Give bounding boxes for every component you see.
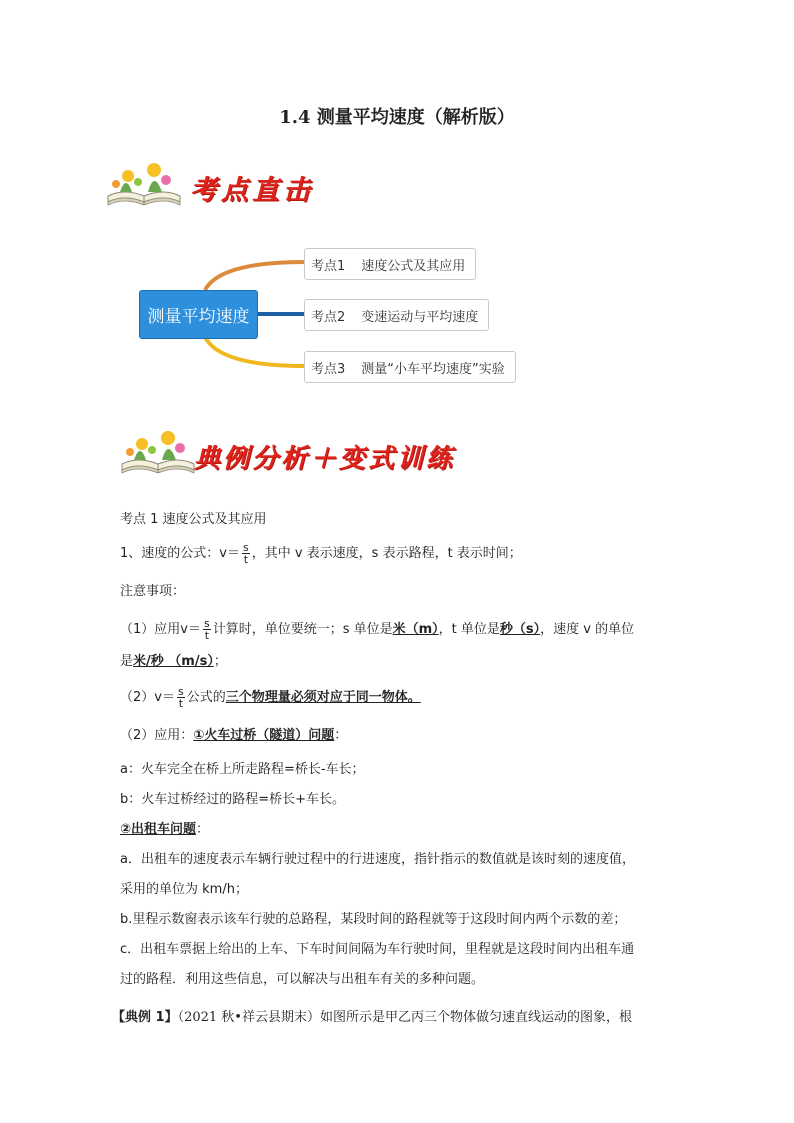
mindmap-branch-3 (304, 351, 516, 383)
formula-s: s (203, 617, 210, 630)
taxi-c: c．出租车票据上给出的上车、下车时间间隔为车行驶时间，里程就是这段时间内出租车通 (120, 942, 635, 957)
formula-v: v＝ (154, 690, 175, 705)
formula-fraction (242, 542, 250, 565)
example-1 (112, 1010, 632, 1026)
mindmap-connectors (0, 0, 794, 400)
text: 是 (120, 654, 134, 669)
application-line (120, 728, 347, 744)
connector-3 (205, 337, 304, 366)
taxi-a-cont: 采用的单位为 km/h； (120, 882, 248, 897)
formula-s: s (242, 541, 249, 554)
connector-1 (205, 262, 304, 290)
mindmap-branch-1 (304, 248, 476, 280)
banner-dianli-text: 典例分析＋变式训练 (194, 444, 456, 474)
formula-v: v＝ (219, 546, 240, 561)
text: ，其中 v 表示速度，s 表示路程，t 表示时间； (251, 546, 522, 561)
train-b: b：火车过桥经过的路程=桥长+车长。 (120, 792, 346, 807)
formula-t: t (204, 629, 210, 642)
text: ： (334, 728, 348, 743)
text: 计算时，单位要统一；s 单位是 (212, 622, 393, 637)
text: ； (213, 654, 227, 669)
taxi-c-cont: 过的路程．利用这些信息，可以解决与出租车有关的多种问题。 (120, 972, 485, 987)
branch-label: 速度公式及其应用 (361, 258, 466, 274)
formula-s: s (177, 685, 184, 698)
text: ，速度 v 的单位 (540, 622, 635, 637)
note-1-cont (120, 654, 227, 670)
text: ： (196, 822, 210, 837)
branch-tag: 考点2 (311, 309, 346, 325)
note-2 (120, 686, 421, 709)
document-title: 1.4 测量平均速度（解析版） (279, 107, 515, 128)
section-heading: 考点 1 速度公式及其应用 (120, 512, 267, 527)
formula-line (120, 542, 522, 565)
mindmap-center: 测量平均速度 (139, 290, 258, 339)
text: ，t 单位是 (438, 622, 500, 637)
formula-fraction (177, 686, 185, 709)
formula-t: t (178, 697, 184, 710)
book-flower-icon (118, 428, 198, 476)
text: （2） (120, 690, 155, 705)
train-a: a：火车完全在桥上所走路程=桥长-车长； (120, 762, 365, 777)
banner-kaodian-text: 考点直击 (190, 175, 314, 206)
emphasis: 三个物理量必须对应于同一物体。 (225, 690, 421, 705)
mindmap-branch-2 (304, 299, 489, 331)
notes-label: 注意事项： (120, 584, 186, 599)
text: 1、速度的公式： (120, 546, 220, 561)
branch-label: 变速运动与平均速度 (361, 309, 479, 325)
taxi-b: b.里程示数窗表示该车行驶的总路程，某段时间的路程就等于这段时间内两个示数的差； (120, 912, 627, 927)
unit-meter: 米（m） (392, 622, 439, 637)
formula-v: v＝ (180, 622, 201, 637)
taxi-topic: ②出租车问题 (120, 822, 197, 837)
unit-speed: 米/秒 （m/s） (133, 654, 214, 669)
branch-tag: 考点1 (311, 258, 346, 274)
unit-second: 秒（s） (499, 622, 541, 637)
branch-tag: 考点3 (311, 361, 346, 377)
branch-label: 测量“小车平均速度”实验 (361, 361, 505, 377)
train-bridge-topic: ①火车过桥（隧道）问题 (193, 728, 335, 743)
example-tag: 【典例 1】 (112, 1010, 178, 1025)
text: （2）应用： (120, 728, 194, 743)
taxi-a: a．出租车的速度表示车辆行驶过程中的行进速度，指针指示的数值就是该时刻的速度值， (120, 852, 635, 867)
taxi-heading (120, 822, 209, 838)
formula-t: t (243, 553, 249, 566)
example-text: （2021 秋•祥云县期末）如图所示是甲乙丙三个物体做匀速直线运动的图象，根 (177, 1010, 632, 1025)
formula-fraction (203, 618, 211, 641)
note-1 (120, 618, 634, 641)
text: （1）应用 (120, 622, 181, 637)
banner-dianli (118, 428, 518, 488)
text: 公式的 (186, 690, 226, 705)
